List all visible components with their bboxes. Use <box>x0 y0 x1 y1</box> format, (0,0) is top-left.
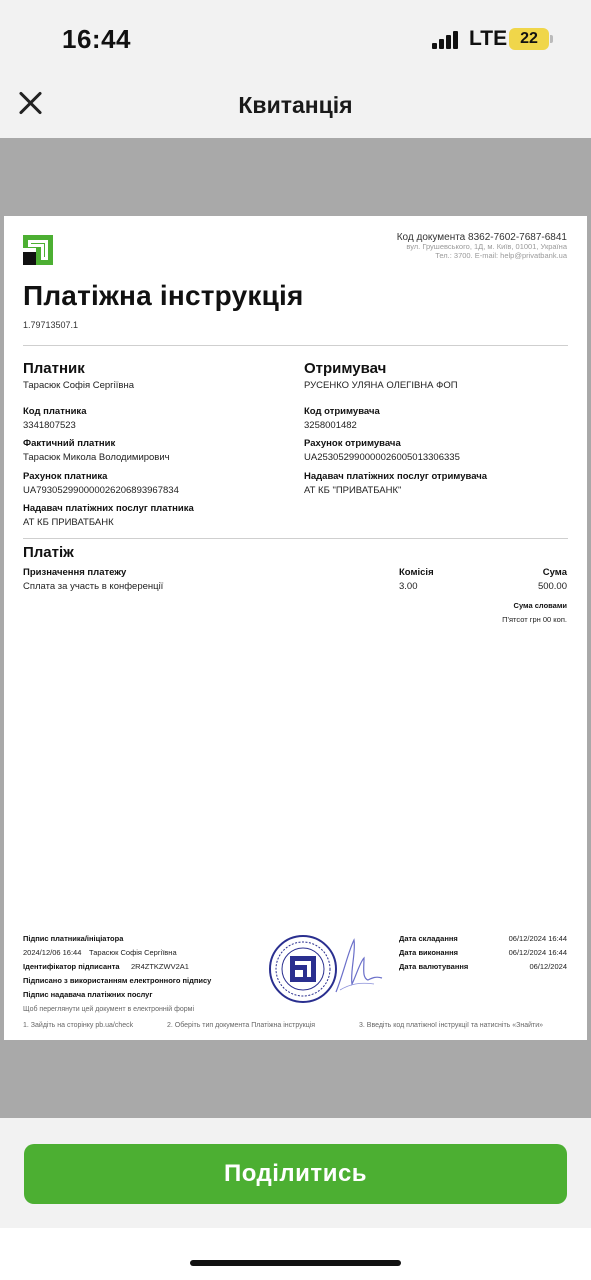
battery-icon: 22 <box>509 28 549 50</box>
payer-provider-label: Надавач платіжних послуг платника <box>23 503 194 514</box>
payer-code-label: Код платника <box>23 406 87 417</box>
signature-icon <box>330 932 386 1002</box>
home-indicator[interactable] <box>190 1260 401 1266</box>
page-title: Квитанція <box>238 92 353 118</box>
check-step-3: 3. Введіть код платіжної інструкції та натисніть «Знайти» <box>359 1022 544 1029</box>
value-date: 06/12/2024 <box>529 962 567 971</box>
executed-date: 06/12/2024 16:44 <box>508 948 567 957</box>
e-signature-note: Підписано з використанням електронного підпису <box>23 976 212 985</box>
recipient-code: 3258001482 <box>304 420 357 431</box>
privatbank-logo-icon <box>23 235 53 265</box>
top-bar <box>0 72 591 138</box>
recipient-provider-label: Надавач платіжних послуг отримувача <box>304 471 488 482</box>
recipient-account-label: Рахунок отримувача <box>304 438 401 449</box>
sum-label: Сума <box>542 567 567 578</box>
network-type: LTE <box>469 27 508 50</box>
recipient-provider: АТ КБ "ПРИВАТБАНК" <box>304 485 402 496</box>
actual-payer: Тарасюк Микола Володимирович <box>23 452 170 463</box>
divider <box>23 538 568 539</box>
status-bar <box>0 0 591 72</box>
created-date: 06/12/2024 16:44 <box>508 934 567 943</box>
signer-id-label: Ідентифікатор підписанта <box>23 962 120 971</box>
sum-value: 500.00 <box>537 581 567 592</box>
receipt-document <box>4 216 587 1040</box>
bank-contacts: Тел.: 3700. E-mail: help@privatbank.ua <box>435 250 567 260</box>
actual-payer-label: Фактичний платник <box>23 438 116 449</box>
check-step-1: 1. Зайдіть на сторінку pb.ua/check <box>23 1022 134 1029</box>
signer-id: 2R4ZTKZWV2A1 <box>131 962 189 971</box>
commission-label: Комісія <box>399 567 434 578</box>
view-hint: Щоб переглянути цей документ в електронній формі <box>23 1006 195 1013</box>
executed-date-label: Дата виконання <box>399 948 459 957</box>
divider <box>23 345 568 346</box>
payment-purpose: Сплата за участь в конференції <box>23 581 164 592</box>
provider-signature-label: Підпис надавача платіжних послуг <box>23 990 153 999</box>
footer-bar <box>0 1118 591 1228</box>
document-viewer[interactable] <box>0 138 591 1118</box>
payment-heading: Платіж <box>23 544 74 561</box>
check-step-2: 2. Оберіть тип документа Платіжна інструкція <box>167 1022 316 1029</box>
document-number: 1.79713507.1 <box>23 320 79 330</box>
recipient-heading: Отримувач <box>304 360 387 377</box>
recipient-name: РУСЕНКО УЛЯНА ОЛЕГІВНА ФОП <box>304 380 458 391</box>
initiator-signature-label: Підпис платника/ініціатора <box>23 934 124 943</box>
share-button[interactable]: Поділитись <box>24 1144 567 1204</box>
value-date-label: Дата валютування <box>399 962 469 971</box>
payer-account: UA793052990000026206893967834 <box>23 485 179 496</box>
payer-heading: Платник <box>23 360 85 377</box>
payer-name: Тарасюк Софія Сергіївна <box>23 380 134 391</box>
signer-name: Тарасюк Софія Сергіївна <box>89 948 177 957</box>
signal-icon <box>432 31 460 49</box>
payer-account-label: Рахунок платника <box>23 471 108 482</box>
payer-provider: АТ КБ ПРИВАТБАНК <box>23 517 114 528</box>
bank-address: вул. Грушевського, 1Д, м. Київ, 01001, Україна <box>406 242 567 251</box>
bank-stamp-icon <box>268 934 338 1004</box>
sum-words: П'ятсот грн 00 коп. <box>502 615 567 624</box>
document-title: Платіжна інструкція <box>23 280 304 311</box>
status-time: 16:44 <box>62 24 131 54</box>
document-meta <box>397 232 567 260</box>
payer-code: 3341807523 <box>23 420 76 431</box>
created-date-label: Дата складання <box>399 934 458 943</box>
sum-words-label: Сума словами <box>513 601 567 610</box>
recipient-code-label: Код отримувача <box>304 406 380 417</box>
document-code: Код документа 8362-7602-7687-6841 <box>396 232 567 243</box>
recipient-account: UA253052990000026005013306335 <box>304 452 460 463</box>
purpose-label: Призначення платежу <box>23 567 127 578</box>
commission-value: 3.00 <box>399 581 418 592</box>
home-area <box>0 1228 591 1280</box>
battery-tip <box>550 35 553 43</box>
signed-at: 2024/12/06 16:44 <box>23 948 82 957</box>
